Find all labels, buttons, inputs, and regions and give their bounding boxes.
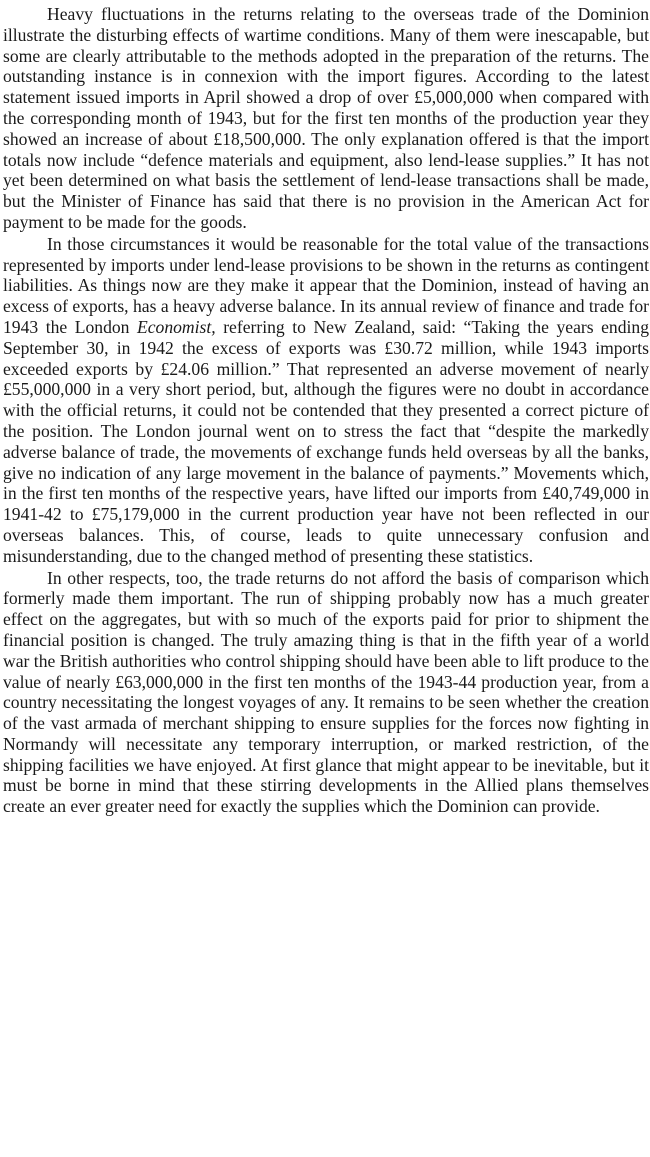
publication-title: Economist, (136, 316, 216, 337)
paragraph-2-text-a: In those circumstances it would be reasonable for the total value of the transactions represented by imports under lend-lease provisions to be shown in the returns as contingent liabilities. As things now are they make it appear that the Dominion, instead of having an excess of exports, has a heavy adverse balance. In its annual review of finance and trade for 1943 the London (3, 233, 649, 337)
paragraph-1 (3, 4, 649, 233)
paragraph-2 (3, 234, 649, 567)
paragraph-3-text: In other respects, too, the trade returns do not afford the basis of comparison which formerly made them important. The run of shipping probably now has a much greater effect on the aggregates, but with so much of the exports paid for prior to shipment the financial position is changed. The truly amazing thing is that in the fifth year of a world war the British authorities who control shipping should have been able to lift produce to the value of nearly £63,000,000 in the first ten months of the 1943-44 production year, from a country necessitating the longest voyages of any. It remains to be seen whether the creation of the vast armada of merchant shipping to ensure supplies for the forces now fighting in Normandy will necessitate any temporary interruption, or marked restriction, of the shipping facilities we have enjoyed. At first glance that might appear to be inevitable, but it must be borne in mind that these stirring developments in the Allied plans themselves create an ever greater need for exactly the supplies which the Dominion can provide. (3, 567, 649, 817)
paragraph-3 (3, 568, 649, 818)
paragraph-2-text-b: referring to New Zealand, said: “Taking the years ending September 30, in 1942 the excess of exports was £30.72 million, while 1943 imports exceeded exports by £24.06 million.” That represented an adverse movement of nearly £55,000,000 in a very short period, but, although the figures were no doubt in accordance with the official returns, it could not be contended that they presented a correct picture of the position. The London journal went on to stress the fact that “despite the markedly adverse balance of trade, the movements of exchange funds held overseas by all the banks, give no indication of any large movement in the balance of payments.” Movements which, in the first ten months of the respective years, have lifted our imports from £40,749,000 in 1941-42 to £75,179,000 in the current production year have not been reflected in our overseas balances. This, of course, leads to quite unnecessary confusion and misunderstanding, due to the changed method of presenting these statistics. (3, 316, 649, 566)
article-body (3, 4, 649, 817)
paragraph-1-text: Heavy fluctuations in the returns relating to the overseas trade of the Dominion illustrate the disturbing effects of wartime conditions. Many of them were inescapable, but some are clearly attributable to the methods adopted in the preparation of the returns. The outstanding instance is in connexion with the import figures. According to the latest statement issued imports in April showed a drop of over £5,000,000 when compared with the corresponding month of 1943, but for the first ten months of the production year they showed an increase of about £18,500,000. The only explanation offered is that the import totals now include “defence materials and equipment, also lend-lease supplies.” It has not yet been determined on what basis the settlement of lend-lease transactions shall be made, but the Minister of Finance has said that there is no provision in the American Act for payment to be made for the goods. (3, 4, 649, 232)
